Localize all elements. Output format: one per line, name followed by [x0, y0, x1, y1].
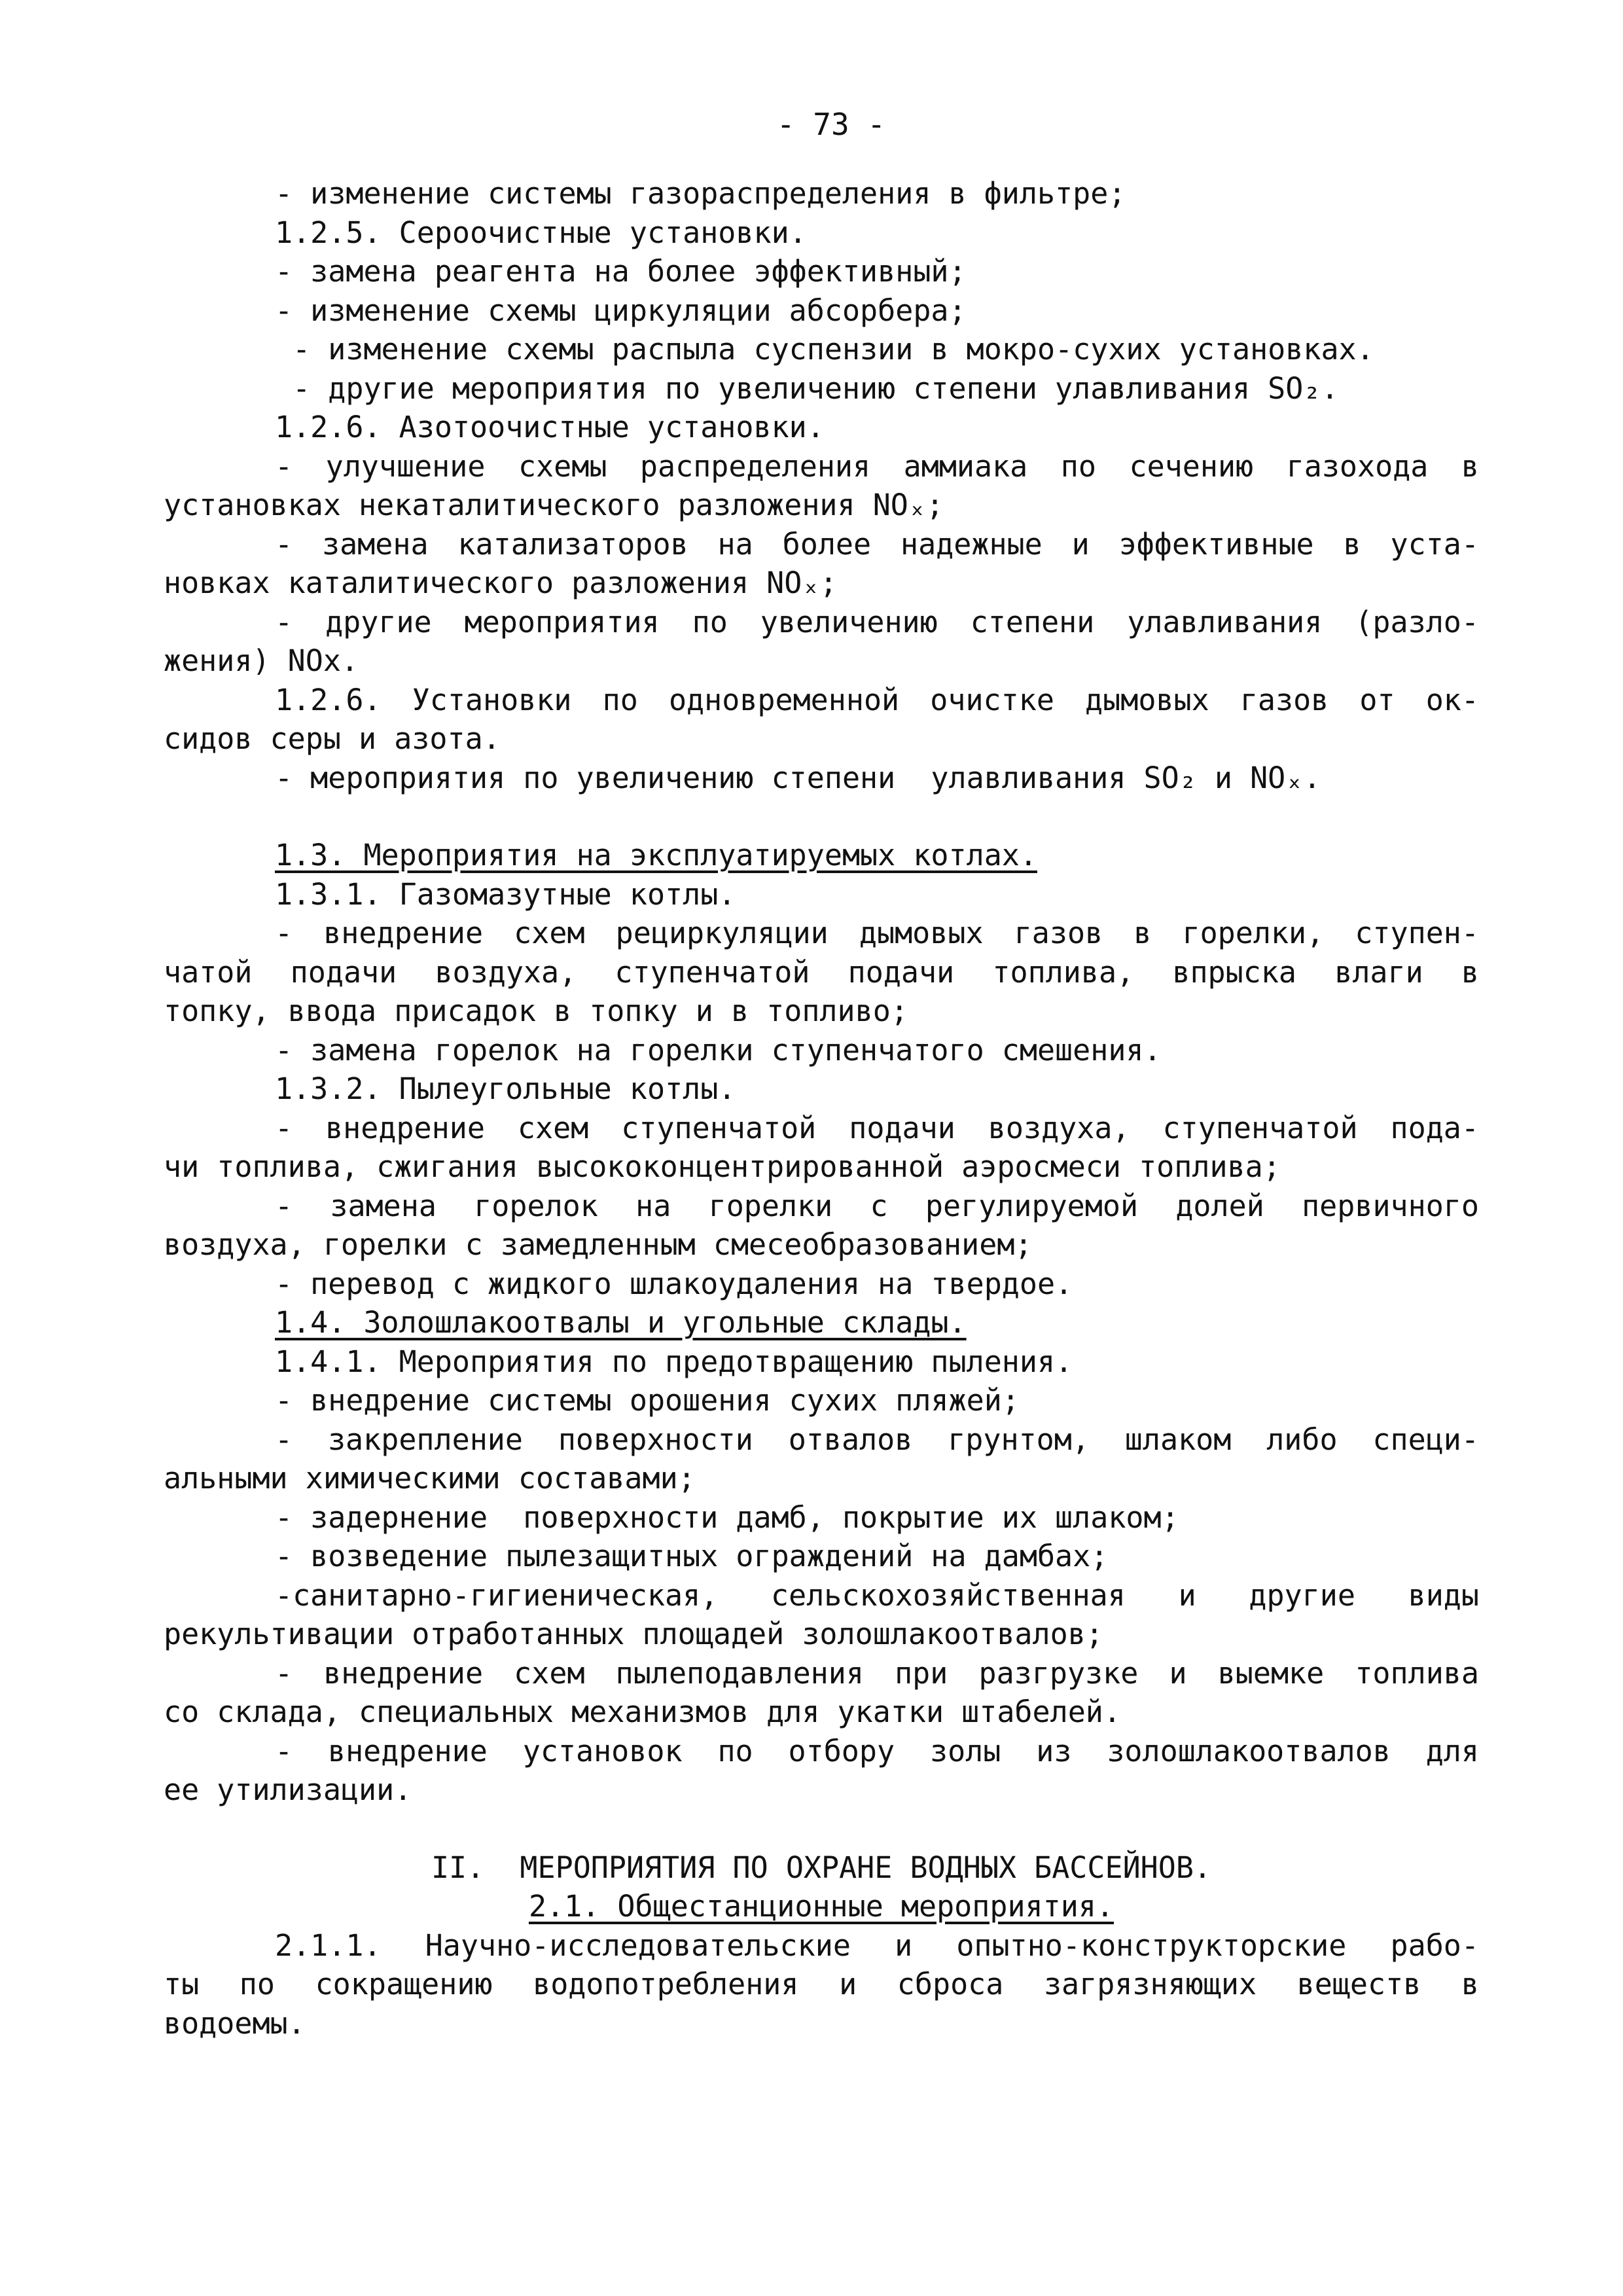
section-heading-text: 1.4. Золошлакоотвалы и угольные склады.: [275, 1305, 967, 1340]
text-line: - замена катализаторов на более надежные и эффективные в уста-: [275, 526, 1479, 562]
text-line: - другие мероприятия по увеличению степени улавливания (разло-: [275, 604, 1479, 639]
text-line: - внедрение схем рециркуляции дымовых газов в горелки, ступен-: [275, 916, 1479, 950]
text-line: ты по сокращению водопотребления и сброса загрязняющих веществ в: [164, 1967, 1479, 2001]
text-line: рекультивации отработанных площадей золошлакоотвалов;: [164, 1617, 1103, 1651]
text-line: - изменение системы газораспределения в фильтре;: [275, 176, 1126, 211]
section-heading: [164, 1887, 1479, 1926]
text-line: 1.2.5. Сероочистные установки.: [275, 215, 807, 250]
text-line: 2.1.1. Научно-исследовательские и опытно-конструкторские рабо-: [275, 1928, 1479, 1963]
section-heading-text: 1.3. Мероприятия на эксплуатируемых котлах.: [275, 838, 1037, 872]
text-line: чатой подачи воздуха, ступенчатой подачи топлива, впрыска влаги в: [164, 954, 1479, 990]
subsection-title: 1.3.2. Пылеугольные котлы.: [275, 1071, 736, 1106]
text-line: жения) NOx.: [164, 643, 359, 678]
text-line: ее утилизации.: [164, 1772, 412, 1807]
text-line: - внедрение системы орошения сухих пляжей;: [275, 1383, 1020, 1418]
section-heading-text: 2.1. Общестанционные мероприятия.: [528, 1889, 1115, 1924]
text-line: - другие мероприятия по увеличению степени улавливания SO₂.: [275, 370, 1339, 406]
text-line: водоемы.: [164, 2005, 306, 2041]
text-line: -санитарно-гигиеническая, сельскохозяйственная и другие виды: [275, 1577, 1479, 1613]
text-line: - улучшение схемы распределения аммиака по сечению газохода в: [275, 448, 1479, 484]
text-line: - замена реагента на более эффективный;: [275, 254, 967, 289]
text-line: - внедрение установок по отбору золы из золошлакоотвалов для: [275, 1733, 1479, 1768]
text-line: - мероприятия по увеличению степени улавливания SO₂ и NOₓ.: [275, 760, 1321, 795]
spacer: [164, 1810, 1479, 1848]
text-line: новках каталитического разложения NOₓ;: [164, 565, 838, 600]
text-line: 1.2.6. Установки по одновременной очистке дымовых газов от ок-: [275, 682, 1479, 717]
text-line: - перевод с жидкого шлакоудаления на твердое.: [275, 1266, 1073, 1301]
text-line: - замена горелок на горелки с регулируемой долей первичного: [275, 1188, 1479, 1223]
text-line: - задернение поверхности дамб, покрытие их шлаком;: [275, 1499, 1179, 1535]
text-line: установках некаталитического разложения NOₓ;: [164, 488, 944, 522]
text-line: - изменение схемы распыла суспензии в мокро-сухих установках.: [275, 332, 1374, 367]
subsection-title: 1.3.1. Газомазутные котлы.: [275, 876, 736, 912]
text-line: - внедрение схем ступенчатой подачи воздуха, ступенчатой пода-: [275, 1110, 1479, 1145]
text-line: - закрепление поверхности отвалов грунтом, шлаком либо специ-: [275, 1422, 1479, 1457]
text-line: воздуха, горелки с замедленным смесеобразованием;: [164, 1227, 1033, 1262]
text-line: 1.2.6. Азотоочистные установки.: [275, 410, 825, 444]
text-line: со склада, специальных механизмов для укатки штабелей.: [164, 1695, 1121, 1729]
chapter-heading: II. МЕРОПРИЯТИЯ ПО ОХРАНЕ ВОДНЫХ БАССЕЙНОВ.: [431, 1850, 1212, 1885]
text-line: топку, ввода присадок в топку и в топливо;: [164, 994, 908, 1028]
subsection-title: 1.4.1. Мероприятия по предотвращению пыления.: [275, 1344, 1073, 1379]
text-line: сидов серы и азота.: [164, 721, 501, 756]
text-line: - замена горелок на горелки ступенчатого смешения.: [275, 1032, 1162, 1067]
text-line: чи топлива, сжигания высококонцентрированной аэросмеси топлива;: [164, 1149, 1281, 1184]
text-line: - внедрение схем пылеподавления при разгрузке и выемке топлива: [275, 1655, 1479, 1691]
spacer: [164, 797, 1479, 836]
text-line: альными химическими составами;: [164, 1461, 696, 1496]
document-page: [164, 105, 1479, 2043]
section-heading: [164, 836, 1479, 875]
text-line: - возведение пылезащитных ограждений на дамбах;: [275, 1539, 1109, 1573]
text-line: - изменение схемы циркуляции абсорбера;: [275, 293, 967, 328]
section-heading: [164, 1303, 1479, 1342]
page-number: - 73 -: [776, 107, 886, 142]
